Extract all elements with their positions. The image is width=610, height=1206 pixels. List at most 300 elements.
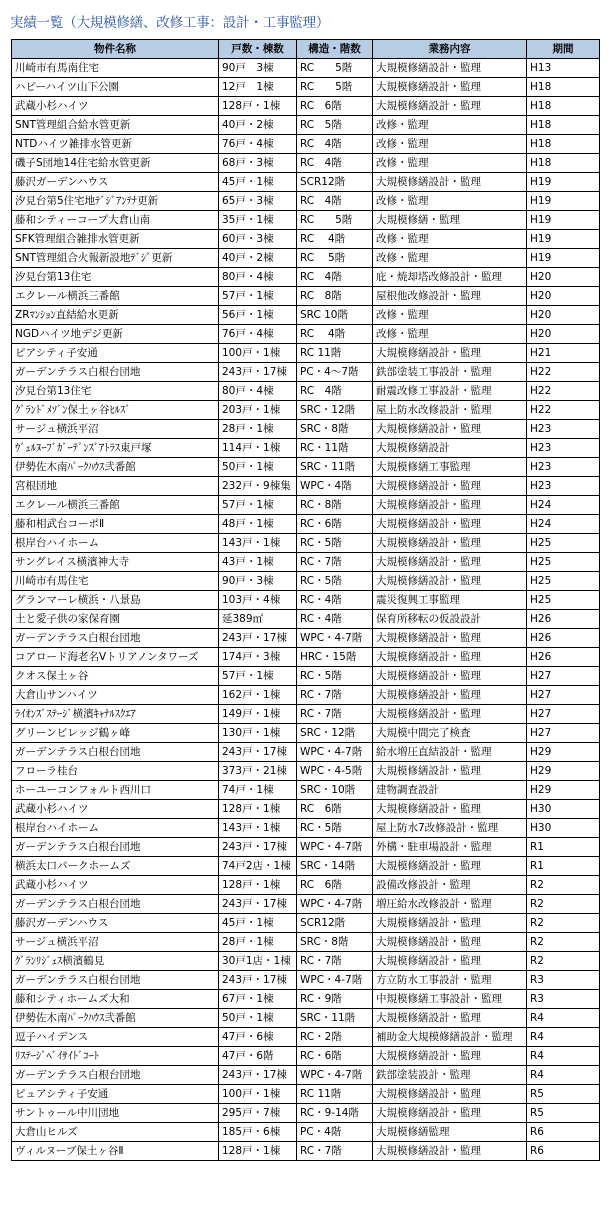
cell-name: ガーデンテラス白根台団地	[12, 1066, 219, 1085]
cell-period: H22	[527, 382, 600, 401]
cell-work: 増圧給水改修設計・監理	[373, 895, 527, 914]
cell-structure: RC・7階	[297, 553, 373, 572]
table-row	[12, 97, 600, 116]
cell-name: SNT管理組合給水管更新	[12, 116, 219, 135]
cell-units: 295戸・7棟	[219, 1104, 297, 1123]
cell-work: 改修・監理	[373, 230, 527, 249]
cell-period: R2	[527, 914, 600, 933]
cell-units: 232戸・9棟集	[219, 477, 297, 496]
table-row	[12, 306, 600, 325]
cell-structure: SRC・12階	[297, 401, 373, 420]
cell-structure: PC・4階	[297, 1123, 373, 1142]
table-row	[12, 591, 600, 610]
cell-period: H20	[527, 306, 600, 325]
table-row	[12, 648, 600, 667]
cell-work: 大規模修繕設計・監理	[373, 572, 527, 591]
cell-units: 47戸・6棟	[219, 1028, 297, 1047]
cell-period: R3	[527, 971, 600, 990]
cell-structure: RC 4階	[297, 382, 373, 401]
cell-work: 大規模修繕設計・監理	[373, 515, 527, 534]
cell-period: R4	[527, 1009, 600, 1028]
cell-work: 大規模修繕設計・監理	[373, 97, 527, 116]
table-row	[12, 990, 600, 1009]
cell-structure: SCR12階	[297, 914, 373, 933]
cell-structure: RC 5階	[297, 211, 373, 230]
cell-name: ﾘｽﾃｰｼﾞﾍﾞｲｻｲﾄﾞｺｰﾄ	[12, 1047, 219, 1066]
table-row	[12, 724, 600, 743]
table-row	[12, 838, 600, 857]
cell-work: 大規模修繕設計・監理	[373, 1009, 527, 1028]
cell-name: サントゥール中川団地	[12, 1104, 219, 1123]
cell-structure: RC・7階	[297, 686, 373, 705]
cell-units: 90戸・3棟	[219, 572, 297, 591]
cell-work: 大規模修繕設計・監理	[373, 1142, 527, 1161]
table-row	[12, 325, 600, 344]
cell-structure: RC 6階	[297, 876, 373, 895]
cell-name: エクレール横浜三番館	[12, 496, 219, 515]
table-row	[12, 1104, 600, 1123]
cell-units: 12戸 1棟	[219, 78, 297, 97]
cell-work: 大規模修繕設計・監理	[373, 553, 527, 572]
cell-name: 藤和相武台コーポⅡ	[12, 515, 219, 534]
header-work: 業務内容	[373, 40, 527, 59]
cell-structure: SRC・11階	[297, 1009, 373, 1028]
cell-period: H20	[527, 325, 600, 344]
cell-structure: WPC・4-7階	[297, 743, 373, 762]
cell-period: H21	[527, 344, 600, 363]
cell-structure: RC 6階	[297, 800, 373, 819]
cell-work: 大規模修繕設計・監理	[373, 420, 527, 439]
cell-name: ガーデンテラス白根台団地	[12, 743, 219, 762]
cell-work: 大規模修繕設計・監理	[373, 933, 527, 952]
cell-period: H23	[527, 477, 600, 496]
cell-period: R2	[527, 876, 600, 895]
cell-structure: RC・7階	[297, 1142, 373, 1161]
cell-work: 大規模修繕設計・監理	[373, 686, 527, 705]
cell-structure: WPC・4階	[297, 477, 373, 496]
cell-period: H19	[527, 192, 600, 211]
cell-structure: RC 4階	[297, 135, 373, 154]
cell-name: 藤沢ガーデンハウス	[12, 173, 219, 192]
cell-period: H30	[527, 800, 600, 819]
cell-structure: RC・2階	[297, 1028, 373, 1047]
cell-structure: RC・6階	[297, 1047, 373, 1066]
cell-structure: SRC・12階	[297, 724, 373, 743]
cell-work: 給水増圧直結設計・監理	[373, 743, 527, 762]
cell-name: ガーデンテラス白根台団地	[12, 363, 219, 382]
cell-structure: SCR12階	[297, 173, 373, 192]
cell-units: 243戸・17棟	[219, 838, 297, 857]
cell-structure: WPC・4-7階	[297, 838, 373, 857]
table-row	[12, 1028, 600, 1047]
cell-units: 143戸・1棟	[219, 534, 297, 553]
cell-work: 庇・焼却塔改修設計・監理	[373, 268, 527, 287]
header-units: 戸数・棟数	[219, 40, 297, 59]
table-row	[12, 211, 600, 230]
cell-period: R5	[527, 1085, 600, 1104]
table-row	[12, 1142, 600, 1161]
cell-structure: RC 4階	[297, 192, 373, 211]
cell-units: 185戸・6棟	[219, 1123, 297, 1142]
cell-name: SNT管理組合火報新設地ﾃﾞｼﾞ更新	[12, 249, 219, 268]
table-row	[12, 1085, 600, 1104]
cell-name: グランマーレ横浜・八景島	[12, 591, 219, 610]
cell-name: ハピーハイツ山下公園	[12, 78, 219, 97]
cell-period: R6	[527, 1142, 600, 1161]
cell-units: 50戸・1棟	[219, 1009, 297, 1028]
cell-structure: RC 11階	[297, 1085, 373, 1104]
cell-structure: PC・4～7階	[297, 363, 373, 382]
cell-name: 根岸台ハイホーム	[12, 819, 219, 838]
cell-units: 30戸1店・1棟	[219, 952, 297, 971]
cell-work: 大規模中間完了検査	[373, 724, 527, 743]
table-body	[12, 59, 600, 1161]
table-row	[12, 610, 600, 629]
cell-structure: RC・11階	[297, 439, 373, 458]
cell-units: 243戸・17棟	[219, 363, 297, 382]
cell-structure: RC・5階	[297, 667, 373, 686]
cell-name: ピアシティ子安通	[12, 344, 219, 363]
cell-work: 大規模修繕設計・監理	[373, 800, 527, 819]
cell-work: 改修・監理	[373, 154, 527, 173]
cell-units: 243戸・17棟	[219, 743, 297, 762]
cell-period: H25	[527, 591, 600, 610]
cell-structure: SRC 10階	[297, 306, 373, 325]
cell-work: 大規模修繕設計・監理	[373, 1085, 527, 1104]
cell-name: ｸﾞﾗﾝﾄﾞﾒｿﾞﾝ保土ヶ谷ﾋﾙｽﾞ	[12, 401, 219, 420]
cell-period: H22	[527, 401, 600, 420]
cell-work: 改修・監理	[373, 116, 527, 135]
cell-units: 48戸・1棟	[219, 515, 297, 534]
table-row	[12, 781, 600, 800]
cell-name: NGDハイツ地デジ更新	[12, 325, 219, 344]
cell-work: 大規模修繕工事監理	[373, 458, 527, 477]
cell-period: H26	[527, 648, 600, 667]
cell-name: 根岸台ハイホーム	[12, 534, 219, 553]
table-row	[12, 686, 600, 705]
cell-period: H20	[527, 268, 600, 287]
cell-units: 40戸・2棟	[219, 249, 297, 268]
cell-name: ホーユーコンフォルト西川口	[12, 781, 219, 800]
cell-work: 補助金大規模修繕設計・監理	[373, 1028, 527, 1047]
cell-period: H19	[527, 173, 600, 192]
cell-structure: RC・7階	[297, 705, 373, 724]
cell-name: 大倉山サンハイツ	[12, 686, 219, 705]
cell-period: R4	[527, 1066, 600, 1085]
cell-work: 大規模修繕設計・監理	[373, 857, 527, 876]
table-row	[12, 192, 600, 211]
cell-structure: RC・4階	[297, 610, 373, 629]
cell-units: 174戸・3棟	[219, 648, 297, 667]
cell-units: 76戸・4棟	[219, 325, 297, 344]
cell-structure: RC 4階	[297, 154, 373, 173]
cell-structure: RC・5階	[297, 819, 373, 838]
cell-work: 大規模修繕設計・監理	[373, 59, 527, 78]
cell-units: 80戸・4棟	[219, 268, 297, 287]
table-row	[12, 59, 600, 78]
cell-period: H23	[527, 420, 600, 439]
table-row	[12, 1123, 600, 1142]
cell-units: 65戸・3棟	[219, 192, 297, 211]
cell-structure: RC・9-14階	[297, 1104, 373, 1123]
table-row	[12, 1066, 600, 1085]
cell-units: 243戸・17棟	[219, 895, 297, 914]
cell-name: サングレイス横濱神大寺	[12, 553, 219, 572]
cell-period: H25	[527, 553, 600, 572]
cell-period: H18	[527, 116, 600, 135]
table-row	[12, 705, 600, 724]
cell-units: 延389㎡	[219, 610, 297, 629]
cell-units: 35戸・1棟	[219, 211, 297, 230]
cell-name: グリーンビレッジ鶴ヶ峰	[12, 724, 219, 743]
cell-units: 57戸・1棟	[219, 287, 297, 306]
cell-units: 143戸・1棟	[219, 819, 297, 838]
cell-structure: RC 8階	[297, 287, 373, 306]
table-row	[12, 553, 600, 572]
cell-structure: RC 5階	[297, 78, 373, 97]
cell-period: H25	[527, 534, 600, 553]
cell-units: 128戸・1棟	[219, 97, 297, 116]
cell-name: 汐見台第5住宅地ﾃﾞｼﾞｱﾝﾃﾅ更新	[12, 192, 219, 211]
cell-work: 設備改修設計・監理	[373, 876, 527, 895]
cell-name: 逗子ハイデンス	[12, 1028, 219, 1047]
cell-structure: RC・5階	[297, 572, 373, 591]
cell-period: R1	[527, 838, 600, 857]
cell-units: 43戸・1棟	[219, 553, 297, 572]
cell-name: 宮根団地	[12, 477, 219, 496]
cell-structure: RC・6階	[297, 515, 373, 534]
cell-period: H19	[527, 249, 600, 268]
cell-units: 149戸・1棟	[219, 705, 297, 724]
cell-name: 伊勢佐木南ﾊﾟｰｸﾊｳｽ弐番館	[12, 458, 219, 477]
cell-name: 川崎市有馬住宅	[12, 572, 219, 591]
table-row	[12, 268, 600, 287]
cell-name: 武蔵小杉ハイツ	[12, 876, 219, 895]
cell-units: 28戸・1棟	[219, 933, 297, 952]
cell-structure: SRC・10階	[297, 781, 373, 800]
cell-units: 28戸・1棟	[219, 420, 297, 439]
cell-structure: SRC・11階	[297, 458, 373, 477]
cell-period: H22	[527, 363, 600, 382]
cell-work: 大規模修繕設計	[373, 439, 527, 458]
cell-units: 80戸・4棟	[219, 382, 297, 401]
cell-period: R4	[527, 1028, 600, 1047]
cell-work: 大規模修繕設計・監理	[373, 477, 527, 496]
cell-structure: RC 4階	[297, 230, 373, 249]
cell-period: R4	[527, 1047, 600, 1066]
cell-units: 90戸 3棟	[219, 59, 297, 78]
cell-period: H30	[527, 819, 600, 838]
cell-work: 大規模修繕監理	[373, 1123, 527, 1142]
cell-period: H29	[527, 762, 600, 781]
table-row	[12, 572, 600, 591]
page-title: 実績一覧（大規模修繕、改修工事：設計・工事監理）	[10, 15, 330, 31]
table-row	[12, 401, 600, 420]
cell-name: 大倉山ヒルズ	[12, 1123, 219, 1142]
cell-work: 中規模修繕工事設計・監理	[373, 990, 527, 1009]
cell-name: 汐見台第13住宅	[12, 382, 219, 401]
cell-name: 藤沢ガーデンハウス	[12, 914, 219, 933]
table-row	[12, 876, 600, 895]
cell-name: サージュ横浜平沼	[12, 933, 219, 952]
cell-period: H24	[527, 515, 600, 534]
cell-units: 68戸・3棟	[219, 154, 297, 173]
cell-period: H27	[527, 724, 600, 743]
cell-units: 40戸・2棟	[219, 116, 297, 135]
cell-name: サージュ横浜平沼	[12, 420, 219, 439]
cell-units: 243戸・17棟	[219, 629, 297, 648]
cell-units: 67戸・1棟	[219, 990, 297, 1009]
table-row	[12, 895, 600, 914]
cell-name: クオス保土ヶ谷	[12, 667, 219, 686]
table-row	[12, 819, 600, 838]
cell-work: 大規模修繕・監理	[373, 211, 527, 230]
cell-work: 鉄部塗装設計・監理	[373, 1066, 527, 1085]
cell-work: 耐震改修工事設計・監理	[373, 382, 527, 401]
cell-work: 改修・監理	[373, 192, 527, 211]
cell-period: H20	[527, 287, 600, 306]
cell-units: 203戸・1棟	[219, 401, 297, 420]
cell-units: 74戸・1棟	[219, 781, 297, 800]
table-row	[12, 743, 600, 762]
cell-name: ZRﾏﾝｼｮﾝ直結給水更新	[12, 306, 219, 325]
cell-units: 128戸・1棟	[219, 1142, 297, 1161]
header-period: 期間	[527, 40, 600, 59]
cell-units: 57戸・1棟	[219, 667, 297, 686]
header-structure: 構造・階数	[297, 40, 373, 59]
cell-name: コアロード海老名Vトリアノンタワーズ	[12, 648, 219, 667]
cell-structure: WPC・4-5階	[297, 762, 373, 781]
cell-work: 外構・駐車場設計・監理	[373, 838, 527, 857]
cell-work: 改修・監理	[373, 135, 527, 154]
cell-structure: RC 4階	[297, 268, 373, 287]
cell-work: 屋上防水改修設計・監理	[373, 401, 527, 420]
cell-name: 伊勢佐木南ﾊﾟｰｸﾊｳｽ弐番館	[12, 1009, 219, 1028]
cell-units: 243戸・17棟	[219, 1066, 297, 1085]
cell-work: 大規模修繕設計・監理	[373, 914, 527, 933]
cell-structure: RC 4階	[297, 325, 373, 344]
cell-units: 45戸・1棟	[219, 173, 297, 192]
cell-period: H18	[527, 135, 600, 154]
cell-structure: RC・5階	[297, 534, 373, 553]
cell-work: 大規模修繕設計・監理	[373, 705, 527, 724]
cell-period: H19	[527, 211, 600, 230]
cell-units: 76戸・4棟	[219, 135, 297, 154]
cell-structure: RC・7階	[297, 952, 373, 971]
cell-work: 大規模修繕設計・監理	[373, 344, 527, 363]
cell-units: 45戸・1棟	[219, 914, 297, 933]
cell-structure: WPC・4-7階	[297, 1066, 373, 1085]
table-row	[12, 477, 600, 496]
cell-period: H23	[527, 439, 600, 458]
cell-work: 大規模修繕設計・監理	[373, 648, 527, 667]
cell-name: ヴィルヌーブ保土ヶ谷Ⅱ	[12, 1142, 219, 1161]
cell-structure: HRC・15階	[297, 648, 373, 667]
cell-structure: RC 5階	[297, 116, 373, 135]
cell-structure: SRC・8階	[297, 933, 373, 952]
cell-work: 大規模修繕設計・監理	[373, 667, 527, 686]
cell-units: 50戸・1棟	[219, 458, 297, 477]
cell-units: 114戸・1棟	[219, 439, 297, 458]
cell-work: 建物調査設計	[373, 781, 527, 800]
cell-name: ガーデンテラス白根台団地	[12, 971, 219, 990]
cell-period: H19	[527, 230, 600, 249]
cell-period: H18	[527, 78, 600, 97]
cell-structure: WPC・4-7階	[297, 971, 373, 990]
cell-units: 60戸・3棟	[219, 230, 297, 249]
cell-work: 屋上防水7改修設計・監理	[373, 819, 527, 838]
cell-period: H27	[527, 667, 600, 686]
table-row	[12, 496, 600, 515]
table-row	[12, 154, 600, 173]
cell-period: H27	[527, 686, 600, 705]
cell-work: 大規模修繕設計・監理	[373, 534, 527, 553]
table-row	[12, 1009, 600, 1028]
cell-name: 武蔵小杉ハイツ	[12, 800, 219, 819]
cell-structure: RC 6階	[297, 97, 373, 116]
header-name: 物件名称	[12, 40, 219, 59]
cell-structure: SRC・14階	[297, 857, 373, 876]
cell-name: NTDハイツ雑排水管更新	[12, 135, 219, 154]
cell-period: H29	[527, 743, 600, 762]
table-row	[12, 952, 600, 971]
cell-period: H26	[527, 610, 600, 629]
table-row	[12, 230, 600, 249]
cell-name: 汐見台第13住宅	[12, 268, 219, 287]
table-row	[12, 116, 600, 135]
cell-name: 武蔵小杉ハイツ	[12, 97, 219, 116]
table-row	[12, 800, 600, 819]
cell-name: ｸﾞﾗﾝﾘｼﾞｪｽ横濱鶴見	[12, 952, 219, 971]
cell-units: 128戸・1棟	[219, 800, 297, 819]
table-header-row	[12, 40, 600, 59]
cell-work: 大規模修繕設計・監理	[373, 78, 527, 97]
cell-name: ガーデンテラス白根台団地	[12, 895, 219, 914]
cell-structure: RC 5階	[297, 59, 373, 78]
table-row	[12, 629, 600, 648]
cell-work: 鉄部塗装工事設計・監理	[373, 363, 527, 382]
cell-period: R2	[527, 952, 600, 971]
cell-period: H23	[527, 458, 600, 477]
table-row	[12, 287, 600, 306]
table-row	[12, 78, 600, 97]
cell-name: 藤和シティーコープ大倉山南	[12, 211, 219, 230]
cell-structure: RC 11階	[297, 344, 373, 363]
cell-period: H26	[527, 629, 600, 648]
cell-work: 方立防水工事設計・監理	[373, 971, 527, 990]
table-row	[12, 249, 600, 268]
cell-work: 屋根他改修設計・監理	[373, 287, 527, 306]
cell-structure: WPC・4-7階	[297, 895, 373, 914]
cell-name: エクレール横浜三番館	[12, 287, 219, 306]
table-row	[12, 458, 600, 477]
table-row	[12, 762, 600, 781]
cell-work: 大規模修繕設計・監理	[373, 1047, 527, 1066]
table-row	[12, 667, 600, 686]
cell-units: 56戸・1棟	[219, 306, 297, 325]
cell-name: ｳﾞｪﾙﾇｰﾌﾞｶﾞｰﾃﾞﾝｽﾞｱﾄﾗｽ東戸塚	[12, 439, 219, 458]
table-row	[12, 933, 600, 952]
cell-period: R3	[527, 990, 600, 1009]
cell-name: SFK管理組合雑排水管更新	[12, 230, 219, 249]
cell-period: R2	[527, 895, 600, 914]
cell-structure: RC・4階	[297, 591, 373, 610]
cell-period: H24	[527, 496, 600, 515]
cell-name: 藤和シティホームズ大和	[12, 990, 219, 1009]
cell-work: 大規模修繕設計・監理	[373, 762, 527, 781]
cell-units: 47戸・6階	[219, 1047, 297, 1066]
table-row	[12, 1047, 600, 1066]
